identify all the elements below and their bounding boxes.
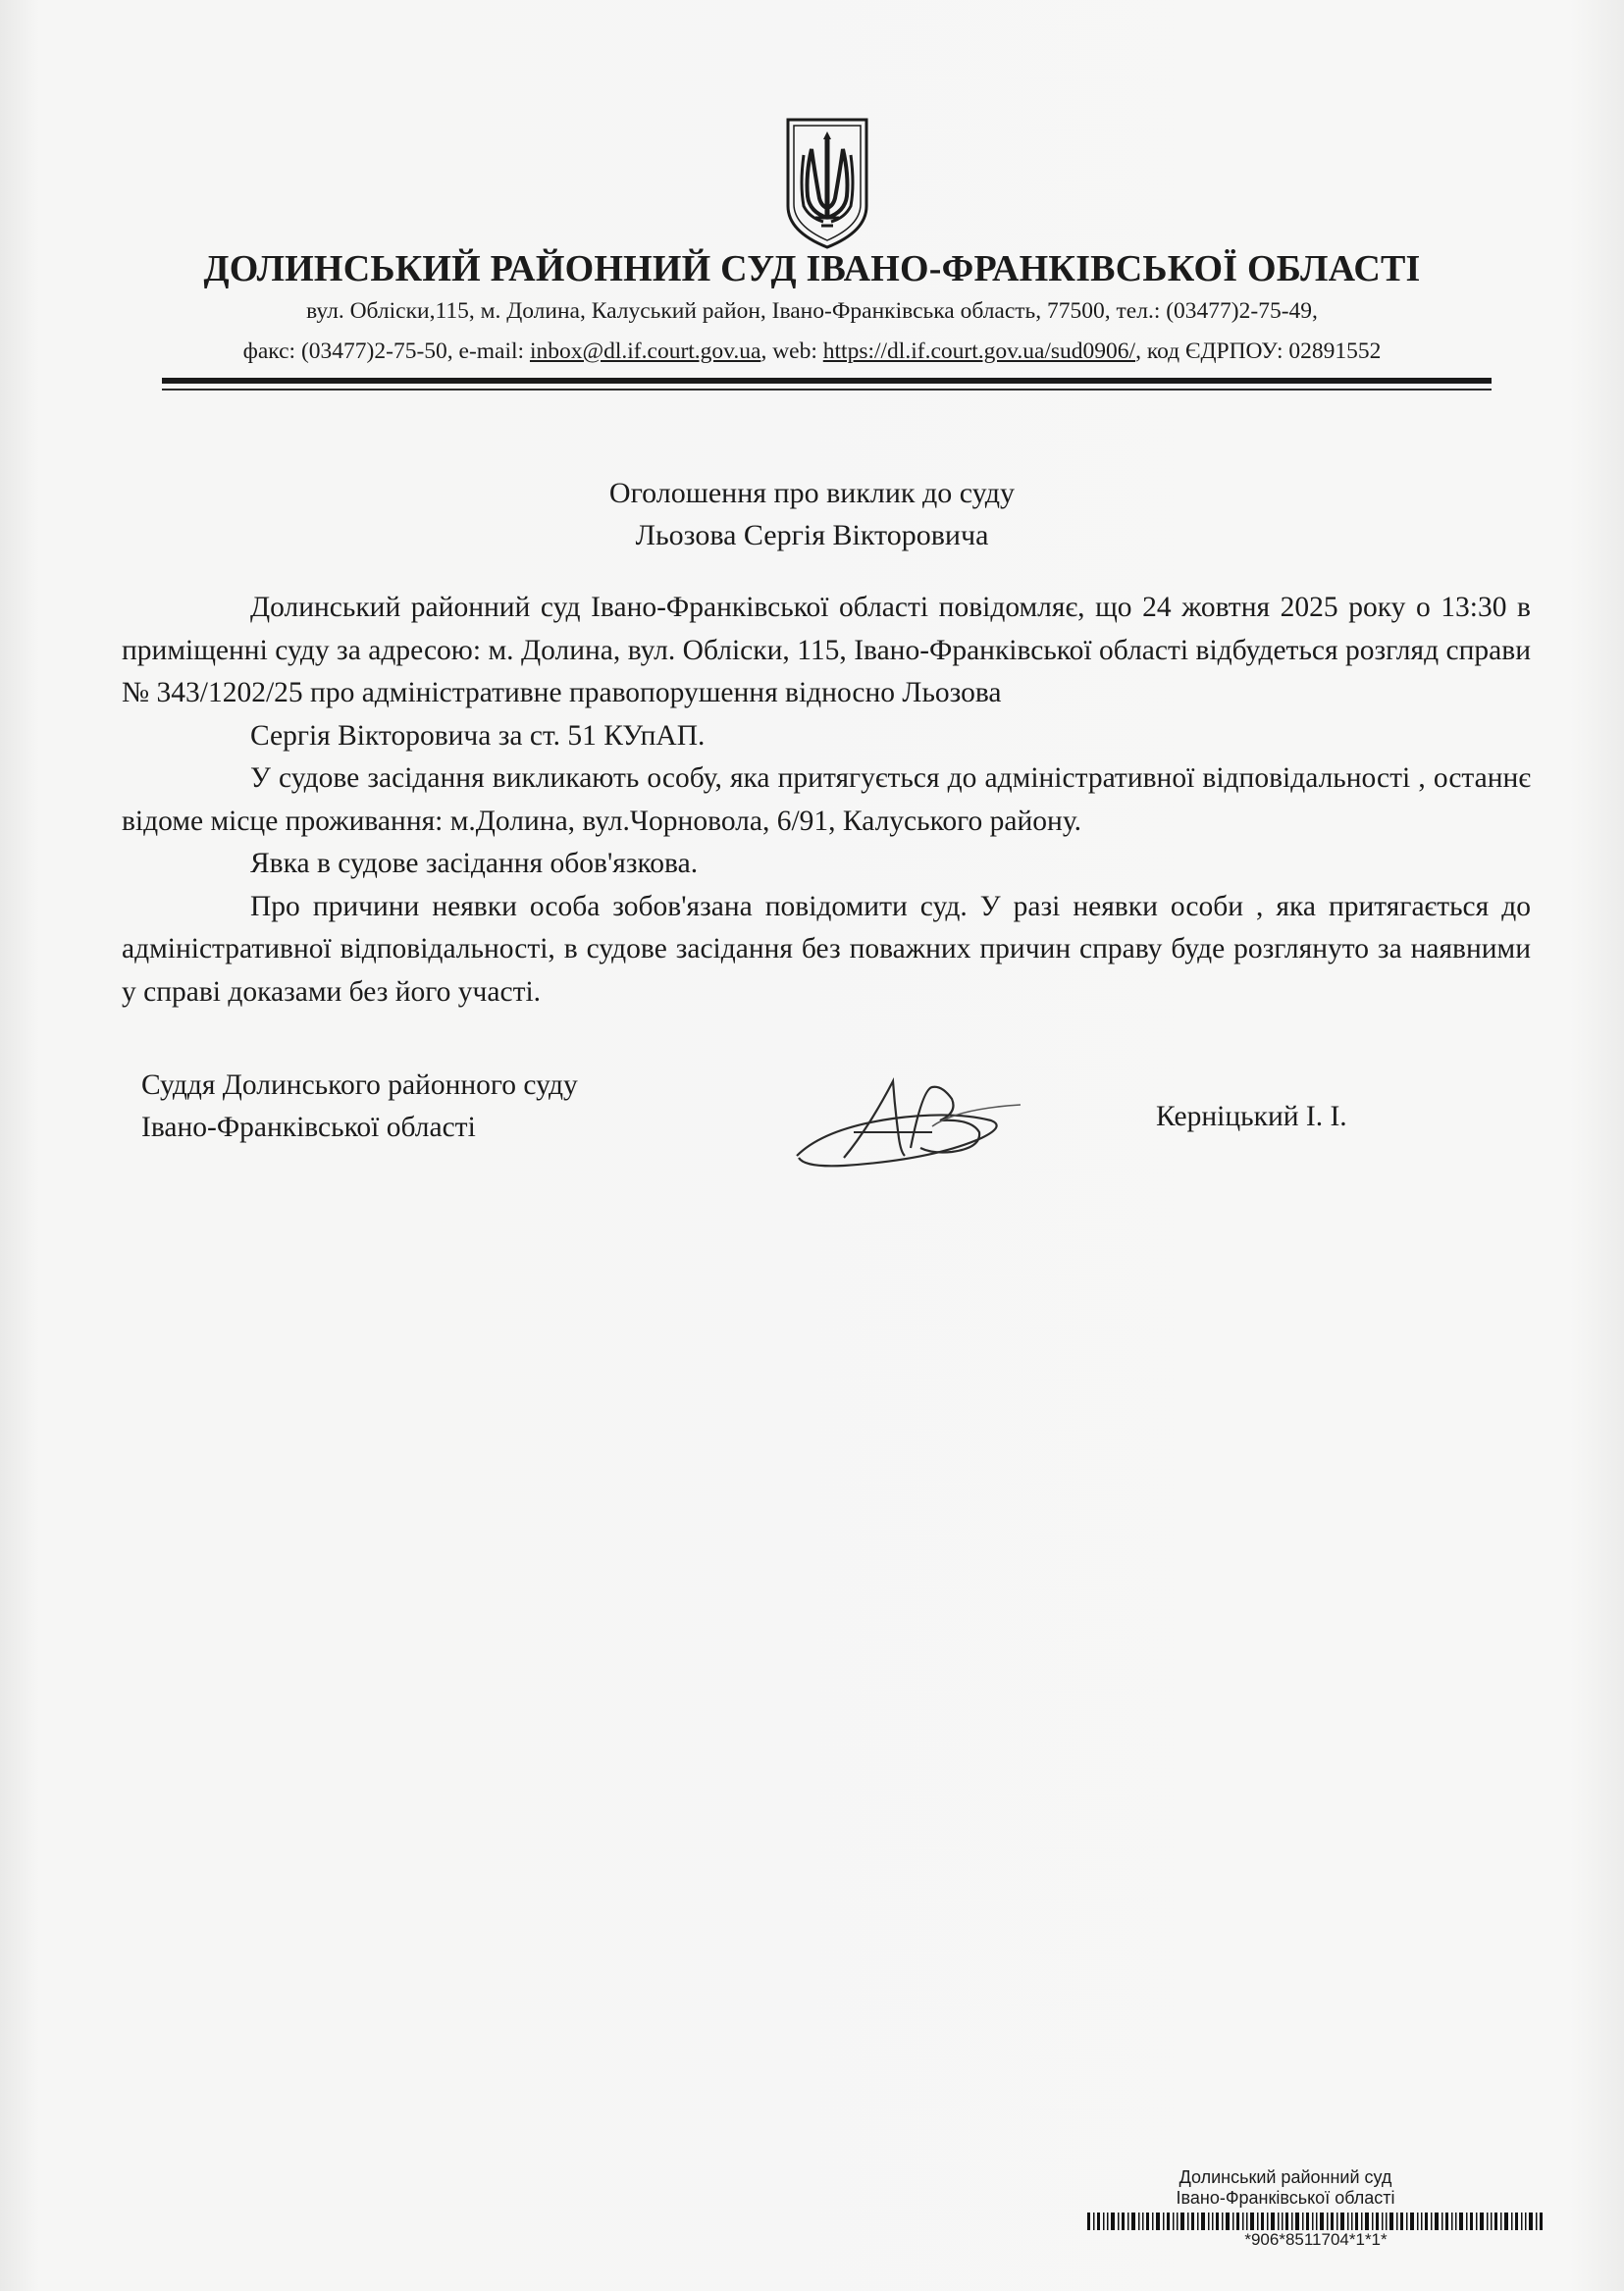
header-divider-thin bbox=[162, 389, 1492, 391]
judge-title-line-1: Суддя Долинського районного суду bbox=[141, 1069, 578, 1101]
body-paragraph-4: Про причини неявки особа зобов'язана повідомити суд. У разі неявки особи , яка притягається до адміністративної відповідальності, в судове засідання без поважних причин справу буде розглянуто за наявними у справі доказами без його участі. bbox=[122, 890, 1531, 1008]
body-paragraph-2: У судове засідання викликають особу, яка притягується до адміністративної відповідальності , останнє відоме місце проживання: м.Долина, вул.Чорновола, 6/91, Калуського району. bbox=[122, 762, 1531, 837]
body-paragraph-1: Долинський районний суд Івано-Франківської області повідомляє, що 24 жовтня 2025 року о 13:30 в приміщенні суду за адресою: м. Долина, вул. Обліски, 115, Івано-Франківської області відбудеться розгляд справи № 343/1202/25 про адміністративне правопорушення відносно Льозова bbox=[122, 592, 1531, 708]
court-contacts-line bbox=[98, 338, 1526, 365]
court-address-line: вул. Обліски,115, м. Долина, Калуський район, Івано-Франківська область, 77500, тел.: (03477)2-75-49, bbox=[306, 298, 1318, 324]
judge-title-line-2: Івано-Франківської області bbox=[141, 1112, 476, 1143]
barcode-number: *906*8511704*1*1* bbox=[1244, 2230, 1388, 2249]
header-divider-thick bbox=[162, 378, 1492, 384]
handwritten-signature bbox=[785, 1069, 1030, 1177]
registry-stamp-line-2: Івано-Франківської області bbox=[1176, 2188, 1395, 2208]
email-link[interactable]: inbox@dl.if.court.gov.ua bbox=[529, 338, 761, 364]
coat-of-arms-icon bbox=[780, 116, 874, 251]
notice-body bbox=[122, 587, 1531, 1014]
body-paragraph-1-continuation: Сергія Вікторовича за ст. 51 КУпАП. bbox=[250, 719, 706, 752]
body-paragraph-3: Явка в судове засідання обов'язкова. bbox=[250, 848, 699, 879]
barcode bbox=[1087, 2213, 1545, 2230]
web-label: , web: bbox=[760, 338, 823, 364]
website-link[interactable]: https://dl.if.court.gov.ua/sud0906/ bbox=[822, 338, 1136, 364]
judge-name: Керніцький І. І. bbox=[1156, 1101, 1347, 1132]
fax-label: факс: (03477)2-75-50, e-mail: bbox=[242, 338, 530, 364]
registry-stamp-line-1: Долинський районний суд bbox=[1179, 2167, 1392, 2187]
notice-title: Оголошення про виклик до суду bbox=[608, 477, 1016, 509]
court-name-heading: ДОЛИНСЬКИЙ РАЙОННИЙ СУД ІВАНО-ФРАНКІВСЬКОЇ ОБЛАСТІ bbox=[203, 248, 1421, 289]
edrpou-code: , код ЄДРПОУ: 02891552 bbox=[1135, 338, 1382, 364]
notice-subject: Льозова Сергія Вікторовича bbox=[635, 519, 989, 551]
